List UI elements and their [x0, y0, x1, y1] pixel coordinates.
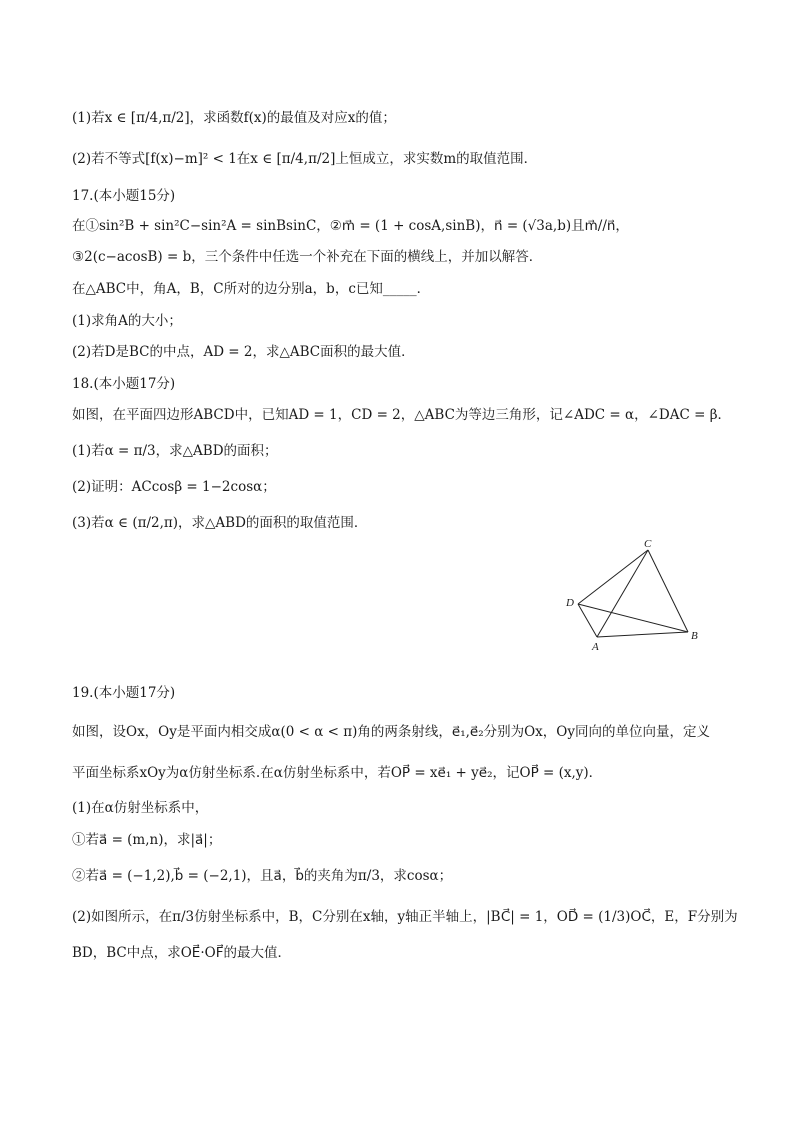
segment-da: [578, 604, 597, 637]
q19-part1: (1)在α仿射坐标系中，: [72, 800, 209, 816]
q19-part2-1: (2)如图所示，在π/3仿射坐标系中，B，C分别在x轴，y轴正半轴上，|BC⃗| = 1，OD⃗ = (1/3)OC⃗，E，F分别为: [72, 909, 738, 925]
q17-conditions-2: ③2(c−acosB) = b，三个条件中任选一个补充在下面的横线上，并加以解答．: [72, 249, 543, 265]
label-b: B: [691, 630, 698, 642]
q17-part1: (1)求角A的大小；: [72, 313, 182, 329]
q16-part1: (1)若x ∈ [π/4,π/2]，求函数f(x)的最值及对应x的值；: [72, 110, 396, 126]
segment-cb: [648, 550, 688, 632]
label-c: C: [644, 538, 652, 550]
q18-part1: (1)若α = π/3，求△ABD的面积；: [72, 443, 278, 459]
q19-part1-sub1: ①若a⃗ = (m,n)，求|a⃗|；: [72, 832, 222, 848]
q19-part1-sub2: ②若a⃗ = (−1,2),b⃗ = (−2,1)，且a⃗，b⃗的夹角为π/3，求cosα；: [72, 868, 453, 884]
quadrilateral-figure: [560, 538, 710, 653]
q17-conditions-1: 在①sin²B + sin²C−sin²A = sinBsinC，②m⃗ = (1 + cosA,sinB)，n⃗ = (√3a,b)且m⃗//n⃗，: [72, 218, 629, 234]
segment-ab: [597, 632, 688, 637]
q17-part2: (2)若D是BC的中点，AD = 2，求△ABC面积的最大值．: [72, 344, 415, 360]
q16-part2: (2)若不等式[f(x)−m]² < 1在x ∈ [π/4,π/2]上恒成立，求实数m的取值范围．: [72, 151, 538, 167]
segment-cd: [578, 550, 648, 604]
label-a: A: [592, 641, 599, 653]
q19-stem-2: 平面坐标系xOy为α仿射坐标系.在α仿射坐标系中，若OP⃗ = xe⃗₁ + ye⃗₂，记OP⃗ = (x,y)．: [72, 765, 603, 781]
q17-stem: 在△ABC中，角A，B，C所对的边分别a，b，c已知_____．: [72, 281, 431, 297]
q19-stem-1: 如图，设Ox，Oy是平面内相交成α(0 < α < π)角的两条射线，e⃗₁,e⃗₂分别为Ox，Oy同向的单位向量，定义: [72, 724, 710, 740]
q19-part2-2: BD，BC中点，求OE⃗·OF⃗的最大值．: [72, 945, 291, 961]
q18-part2: (2)证明：ACcosβ = 1−2cosα；: [72, 479, 276, 495]
q18-heading: 18.(本小题17分): [72, 376, 176, 392]
q18-part3: (3)若α ∈ (π/2,π)，求△ABD的面积的取值范围．: [72, 515, 368, 531]
label-d: D: [566, 597, 574, 609]
segment-ca: [597, 550, 648, 637]
q17-heading: 17.(本小题15分): [72, 188, 176, 204]
q18-stem: 如图，在平面四边形ABCD中，已知AD = 1，CD = 2，△ABC为等边三角形，记∠ADC = α，∠DAC = β．: [72, 407, 732, 423]
q19-heading: 19.(本小题17分): [72, 685, 176, 701]
segment-db: [578, 604, 688, 632]
